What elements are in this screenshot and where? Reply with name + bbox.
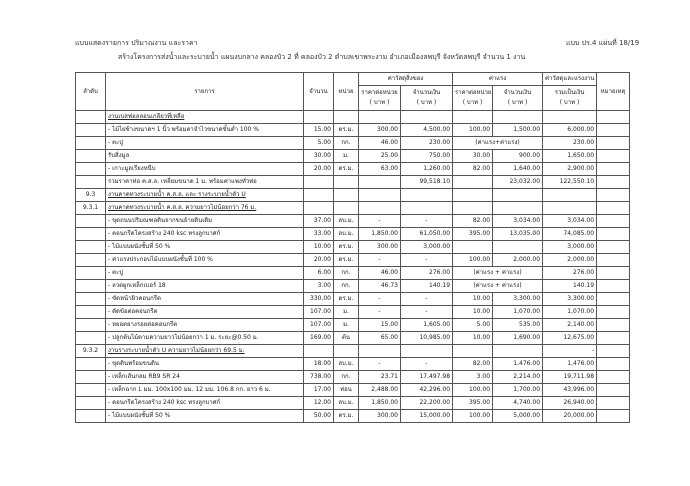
cell-labor-amount: 1,070.00: [493, 306, 543, 319]
cell-labor-amount: 1,700.00: [493, 384, 543, 397]
table-row: [76, 137, 630, 150]
cell-material-unit-price: [359, 189, 401, 202]
table-row: [76, 228, 630, 241]
cell-remark: [597, 306, 630, 319]
cell-material-amount: -: [401, 215, 453, 228]
cell-labor-unit-price: 82.00: [453, 215, 493, 228]
cell-material-amount: 276.00: [401, 267, 453, 280]
cell-quantity: [304, 176, 334, 189]
table-row: [76, 241, 630, 254]
cell-unit: [334, 345, 359, 358]
cell-material-unit-price: 65.00: [359, 332, 401, 345]
table-row: [76, 150, 630, 163]
cell-labor-unit-price: 100.00: [453, 254, 493, 267]
cell-material-amount: 1,605.00: [401, 319, 453, 332]
table-row: [76, 384, 630, 397]
cell-labor-amount: 1,476.00: [493, 358, 543, 371]
cell-description: - ขุดดินพร้อมขนดิน: [106, 358, 304, 371]
cell-material-unit-price: [359, 176, 401, 189]
cell-description: รับสิ่งมูล: [106, 150, 304, 163]
header-unit: หน่วย: [334, 73, 359, 111]
cell-no: [76, 228, 106, 241]
header-total-amount: [543, 86, 597, 111]
header-labor-group: ค่าแรง: [453, 73, 543, 86]
cell-description: - ปลูกต้นไม้ตามความยาวไม่น้อยกว่า 1 ม. ระยะ@0.50 ม.: [106, 332, 304, 345]
cell-unit: กก.: [334, 280, 359, 293]
label: รวมเป็นเงิน: [554, 89, 585, 96]
cell-description: - ขุดถนนปริมณฑลดินจากขนย้ายดินเดิม: [106, 215, 304, 228]
cell-material-unit-price: 1,850.00: [359, 397, 401, 410]
cell-quantity: 107.00: [304, 319, 334, 332]
cell-quantity: 738.00: [304, 371, 334, 384]
cell-labor-unit-price: 3.00: [453, 371, 493, 384]
cell-remark: [597, 267, 630, 280]
cell-labor-unit-price: (ค่าแรง+ค่าแรง): [453, 137, 543, 150]
bill-of-quantities-table: [75, 72, 630, 423]
cell-quantity: 37.00: [304, 215, 334, 228]
cell-quantity: [304, 189, 334, 202]
cell-material-amount: [401, 111, 453, 124]
cell-total: 6,000.00: [543, 124, 597, 137]
cell-total: 43,996.00: [543, 384, 597, 397]
cell-labor-amount: 1,690.00: [493, 332, 543, 345]
table-row: [76, 202, 630, 215]
cell-labor-unit-price: 100.00: [453, 410, 493, 423]
cell-quantity: [304, 345, 334, 358]
cell-no: [76, 306, 106, 319]
header-material-group: ค่าวัสดุสิ่งของ: [359, 73, 453, 86]
cell-unit: ตร.ม.: [334, 163, 359, 176]
cell-total: 3,034.00: [543, 215, 597, 228]
header-no: ลำดับ: [76, 73, 106, 111]
cell-total: 230.00: [543, 137, 597, 150]
cell-total: [543, 111, 597, 124]
table-row: [76, 371, 630, 384]
cell-unit: ลบ.ม.: [334, 215, 359, 228]
cell-material-amount: -: [401, 306, 453, 319]
document-title: แบบแสดงรายการ ปริมาณงาน และราคา: [75, 39, 198, 47]
cell-quantity: 6.00: [304, 267, 334, 280]
cell-total: 2,900.00: [543, 163, 597, 176]
label: ราคาต่อหน่วย: [361, 89, 398, 96]
cell-description: - ขัดหน้าผิวคอนกรีต: [106, 293, 304, 306]
cell-quantity: 17.00: [304, 384, 334, 397]
cell-material-amount: -: [401, 358, 453, 371]
cell-labor-unit-price: 5.00: [453, 319, 493, 332]
cell-total: 1,070.00: [543, 306, 597, 319]
cell-description: - เกาะมูลเรียงหนืบ: [106, 163, 304, 176]
label: ราคาต่อหน่วย: [455, 89, 492, 96]
cell-no: 9.3: [76, 189, 106, 202]
cell-no: [76, 319, 106, 332]
cell-labor-amount: 2,214.00: [493, 371, 543, 384]
cell-unit: ตร.ม.: [334, 241, 359, 254]
table-row: [76, 163, 630, 176]
cell-labor-unit-price: 82.00: [453, 358, 493, 371]
cell-labor-unit-price: [453, 345, 493, 358]
cell-material-unit-price: 300.00: [359, 410, 401, 423]
label: จำนวนเงิน: [412, 89, 441, 96]
cell-total: 122,550.10: [543, 176, 597, 189]
table-row: [76, 410, 630, 423]
cell-total: 3,000.00: [543, 241, 597, 254]
table-header: [76, 73, 630, 111]
cell-remark: [597, 228, 630, 241]
cell-no: [76, 137, 106, 150]
cell-quantity: 18.00: [304, 358, 334, 371]
cell-description: งานเบสฟอลลอนเกลียวที่เหลือ: [106, 111, 304, 124]
cell-total: 140.19: [543, 280, 597, 293]
cell-remark: [597, 241, 630, 254]
cell-remark: [597, 397, 630, 410]
header-material-unit-price: [359, 86, 401, 111]
cell-no: [76, 124, 106, 137]
cell-total: 1,476.00: [543, 358, 597, 371]
cell-description: งานคาดทวงระบายน้ำ ค.ส.ล. และ รางระบายน้ำตัว U: [106, 189, 304, 202]
cell-no: 9.3.1: [76, 202, 106, 215]
label-sub: ( บาท ): [507, 99, 528, 106]
cell-total: 26,940.00: [543, 397, 597, 410]
cell-labor-unit-price: 100.00: [453, 384, 493, 397]
header-material-amount: [401, 86, 453, 111]
cell-material-amount: 42,296.00: [401, 384, 453, 397]
cell-material-unit-price: [359, 345, 401, 358]
cell-labor-amount: 535.00: [493, 319, 543, 332]
cell-total: -: [543, 345, 597, 358]
cell-no: [76, 163, 106, 176]
cell-labor-amount: [493, 189, 543, 202]
cell-unit: ตร.ม.: [334, 254, 359, 267]
cell-labor-amount: [493, 202, 543, 215]
cell-description: - ค่าแรงประกอบไม้แบบผนังชั้นที่ 100 %: [106, 254, 304, 267]
cell-remark: [597, 410, 630, 423]
cell-no: [76, 215, 106, 228]
cell-remark: [597, 202, 630, 215]
cell-material-amount: 3,000.00: [401, 241, 453, 254]
cell-material-amount: 4,500.00: [401, 124, 453, 137]
cell-unit: [334, 202, 359, 215]
cell-remark: [597, 254, 630, 267]
cell-unit: ม.: [334, 306, 359, 319]
cell-unit: ลบ.ม.: [334, 397, 359, 410]
cell-unit: ตร.ม.: [334, 410, 359, 423]
cell-no: [76, 371, 106, 384]
cell-no: [76, 384, 106, 397]
cell-quantity: 330.00: [304, 293, 334, 306]
table-row: [76, 397, 630, 410]
cell-labor-unit-price: [453, 241, 493, 254]
cell-material-amount: 17,497.98: [401, 371, 453, 384]
label-sub: ( บาท ): [559, 99, 580, 106]
cell-no: 9.3.2: [76, 345, 106, 358]
cell-remark: [597, 280, 630, 293]
cell-material-amount: -: [401, 293, 453, 306]
cell-description: - ไม้แบบผนังชั้นที่ 50 %: [106, 241, 304, 254]
cell-no: [76, 267, 106, 280]
cell-unit: กก.: [334, 137, 359, 150]
header-labor-unit-price: [453, 86, 493, 111]
label-sub: ( บาท ): [416, 99, 437, 106]
cell-description: - ตัดข้อต่อคอนกรีต: [106, 306, 304, 319]
cell-material-unit-price: 46.00: [359, 267, 401, 280]
cell-description: - ไม้ไผ่ช้างขนาดฯ 1 นิ้ว พร้อมตาจำไวขนาดขั้นต่ำ 100 %: [106, 124, 304, 137]
cell-remark: [597, 163, 630, 176]
cell-material-unit-price: [359, 111, 401, 124]
cell-unit: ม.: [334, 150, 359, 163]
cell-material-amount: 10,985.00: [401, 332, 453, 345]
cell-material-unit-price: 25.00: [359, 150, 401, 163]
cell-quantity: 20.00: [304, 254, 334, 267]
cell-material-unit-price: -: [359, 358, 401, 371]
cell-material-amount: 230.00: [401, 137, 453, 150]
cell-quantity: [304, 202, 334, 215]
project-description: สร้างโครงการส่งน้ำและระบายน้ำ แผนงบกลาง คลองบัว 2 ที่ คลองบัว 2 ตำบลเขาพระงาม อำเภอเมืองลพบุรี จังหวัดลพบุรี จำนวน 1 งาน: [118, 53, 526, 61]
table-row: [76, 358, 630, 371]
cell-description: รวมราคาท่อ ค.ส.ล. เหลี่ยมขนาด 1 ม. พร้อมค่าแพงทั่วท่อ: [106, 176, 304, 189]
cell-labor-unit-price: 100.00: [453, 124, 493, 137]
cell-unit: [334, 176, 359, 189]
cell-remark: [597, 189, 630, 202]
cell-material-unit-price: 15.00: [359, 319, 401, 332]
cell-labor-amount: [493, 111, 543, 124]
cell-labor-unit-price: [453, 176, 493, 189]
cell-material-unit-price: 300.00: [359, 124, 401, 137]
cell-total: 2,000.00: [543, 254, 597, 267]
cell-material-unit-price: 46.73: [359, 280, 401, 293]
cell-labor-amount: 2,000.00: [493, 254, 543, 267]
cell-total: 1,650.00: [543, 150, 597, 163]
cell-no: [76, 410, 106, 423]
table-row: [76, 111, 630, 124]
cell-no: [76, 358, 106, 371]
table-row: [76, 319, 630, 332]
cell-labor-unit-price: [453, 189, 493, 202]
cell-labor-amount: [493, 345, 543, 358]
cell-material-unit-price: 63.00: [359, 163, 401, 176]
cell-material-amount: 140.19: [401, 280, 453, 293]
cell-material-amount: 22,200.00: [401, 397, 453, 410]
page-reference: แบบ ปร.4 แผ่นที่ 18/19: [566, 39, 640, 47]
cell-description: - ไม้แบบผนังชั้นที่ 50 %: [106, 410, 304, 423]
cell-quantity: 33.00: [304, 228, 334, 241]
cell-quantity: 3.00: [304, 280, 334, 293]
cell-remark: [597, 111, 630, 124]
cell-description: งานรางระบายน้ำตัว U ความยาวไม่น้อยกว่า 69.5 ม.: [106, 345, 304, 358]
cell-remark: [597, 358, 630, 371]
cell-material-amount: [401, 345, 453, 358]
cell-material-amount: 1,260.00: [401, 163, 453, 176]
cell-material-amount: [401, 202, 453, 215]
label-sub: ( บาท ): [462, 99, 483, 106]
cell-no: [76, 241, 106, 254]
cell-total: 12,675.00: [543, 332, 597, 345]
header-total-group: ค่าวัสดุและแรงงาน: [543, 73, 597, 86]
table-row: [76, 306, 630, 319]
cell-unit: ลบ.ม.: [334, 358, 359, 371]
cell-material-unit-price: 1,850.00: [359, 228, 401, 241]
cell-description: - ตะปู: [106, 267, 304, 280]
table-row: [76, 189, 630, 202]
cell-description: - ตะปู: [106, 137, 304, 150]
cell-material-unit-price: [359, 202, 401, 215]
cell-material-unit-price: 46.00: [359, 137, 401, 150]
cell-material-amount: [401, 189, 453, 202]
cell-description: - ลวดผูกเหล็กเบอร์ 18: [106, 280, 304, 293]
cell-remark: [597, 176, 630, 189]
cell-material-unit-price: 300.00: [359, 241, 401, 254]
table-row: [76, 254, 630, 267]
cell-remark: [597, 293, 630, 306]
cell-labor-unit-price: 82.00: [453, 163, 493, 176]
cell-no: [76, 293, 106, 306]
cell-no: [76, 176, 106, 189]
cell-remark: [597, 137, 630, 150]
cell-remark: [597, 371, 630, 384]
cell-unit: ท่อน: [334, 384, 359, 397]
cell-no: [76, 254, 106, 267]
cell-material-amount: 750.00: [401, 150, 453, 163]
cell-no: [76, 397, 106, 410]
cell-total: 3,300.00: [543, 293, 597, 306]
cell-quantity: 107.00: [304, 306, 334, 319]
cell-description: - คอนกรีตโครงสร้าง 240 ksc ทรงลูกบาศก์: [106, 397, 304, 410]
cell-unit: กก.: [334, 267, 359, 280]
cell-remark: [597, 319, 630, 332]
cell-quantity: [304, 111, 334, 124]
cell-total: [543, 202, 597, 215]
cell-material-amount: 61,050.00: [401, 228, 453, 241]
cell-unit: ต้น: [334, 332, 359, 345]
cell-labor-unit-price: 395.00: [453, 228, 493, 241]
cell-remark: [597, 124, 630, 137]
table-row: [76, 280, 630, 293]
cell-total: 74,085.00: [543, 228, 597, 241]
cell-no: [76, 150, 106, 163]
cell-no: [76, 280, 106, 293]
cell-total: 276.00: [543, 267, 597, 280]
cell-description: - คอนกรีตโครงสร้าง 240 ksc ทรงลูกบาศก์: [106, 228, 304, 241]
table-row: [76, 267, 630, 280]
cell-no: [76, 332, 106, 345]
cell-remark: [597, 332, 630, 345]
cell-unit: ตร.ม.: [334, 124, 359, 137]
cell-description: - เหล็กเส้นกลม RB9 SR 24: [106, 371, 304, 384]
cell-description: งานคาดทวงระบายน้ำ ค.ส.ล. ความยาวไม่น้อยกว่า 76 ม.: [106, 202, 304, 215]
cell-labor-unit-price: 10.00: [453, 293, 493, 306]
cell-material-amount: 15,000.00: [401, 410, 453, 423]
cell-labor-unit-price: 30.00: [453, 150, 493, 163]
label: จำนวนเงิน: [503, 89, 532, 96]
table-body: [76, 111, 630, 423]
table-row: [76, 215, 630, 228]
cell-total: [543, 189, 597, 202]
cell-total: 2,140.00: [543, 319, 597, 332]
cell-quantity: 10.00: [304, 241, 334, 254]
cell-labor-amount: 1,640.00: [493, 163, 543, 176]
cell-quantity: 20.00: [304, 163, 334, 176]
cell-material-unit-price: 2,488.00: [359, 384, 401, 397]
cell-labor-amount: 13,035.00: [493, 228, 543, 241]
cell-quantity: 30.00: [304, 150, 334, 163]
cell-labor-amount: 23,032.00: [493, 176, 543, 189]
cell-labor-unit-price: [453, 202, 493, 215]
table-row: [76, 332, 630, 345]
cell-quantity: 12.00: [304, 397, 334, 410]
cell-labor-amount: 3,034.00: [493, 215, 543, 228]
table-row: [76, 293, 630, 306]
cell-quantity: 5.00: [304, 137, 334, 150]
cell-total: 19,711.98: [543, 371, 597, 384]
cell-no: [76, 111, 106, 124]
cell-quantity: 15.00: [304, 124, 334, 137]
table-row: [76, 124, 630, 137]
cell-remark: [597, 150, 630, 163]
cell-unit: ม.: [334, 319, 359, 332]
cell-unit: [334, 189, 359, 202]
cell-labor-unit-price: 395.00: [453, 397, 493, 410]
cell-unit: ลบ.ม.: [334, 228, 359, 241]
cell-material-unit-price: -: [359, 306, 401, 319]
cell-labor-amount: [493, 241, 543, 254]
cell-labor-unit-price: [453, 111, 493, 124]
table-row: [76, 176, 630, 189]
cell-remark: [597, 215, 630, 228]
cell-description: - หยอดยางรอยต่อคอนกรีต: [106, 319, 304, 332]
cell-material-unit-price: -: [359, 254, 401, 267]
cell-labor-unit-price: (ค่าแรง + ค่าแรง): [453, 267, 543, 280]
table-row: [76, 345, 630, 358]
cell-labor-amount: 3,300.00: [493, 293, 543, 306]
cell-remark: [597, 345, 630, 358]
cell-material-unit-price: -: [359, 215, 401, 228]
cell-labor-unit-price: 10.00: [453, 306, 493, 319]
cell-labor-unit-price: (ค่าแรง + ค่าแรง): [453, 280, 543, 293]
cell-quantity: 50.00: [304, 410, 334, 423]
header-qty: จำนวน: [304, 73, 334, 111]
cell-quantity: 169.00: [304, 332, 334, 345]
cell-description: - เหล็กฉาก L มม. 100x100 มม. 12 มม. 106.8 กก. ยาว 6 ม.: [106, 384, 304, 397]
cell-material-unit-price: -: [359, 293, 401, 306]
header-items: รายการ: [106, 73, 304, 111]
cell-material-unit-price: 23.71: [359, 371, 401, 384]
cell-labor-amount: 5,000.00: [493, 410, 543, 423]
cell-material-amount: 99,518.10: [401, 176, 453, 189]
label-sub: ( บาท ): [369, 99, 390, 106]
header-labor-amount: [493, 86, 543, 111]
cell-remark: [597, 384, 630, 397]
cell-labor-unit-price: 10.00: [453, 332, 493, 345]
cell-total: 20,000.00: [543, 410, 597, 423]
cell-unit: [334, 111, 359, 124]
cell-labor-amount: 900.00: [493, 150, 543, 163]
cell-material-amount: -: [401, 254, 453, 267]
cell-unit: กก.: [334, 371, 359, 384]
cell-labor-amount: 1,500.00: [493, 124, 543, 137]
cell-labor-amount: 4,740.00: [493, 397, 543, 410]
header-remark: หมายเหตุ: [597, 73, 630, 111]
cell-unit: ตร.ม.: [334, 293, 359, 306]
